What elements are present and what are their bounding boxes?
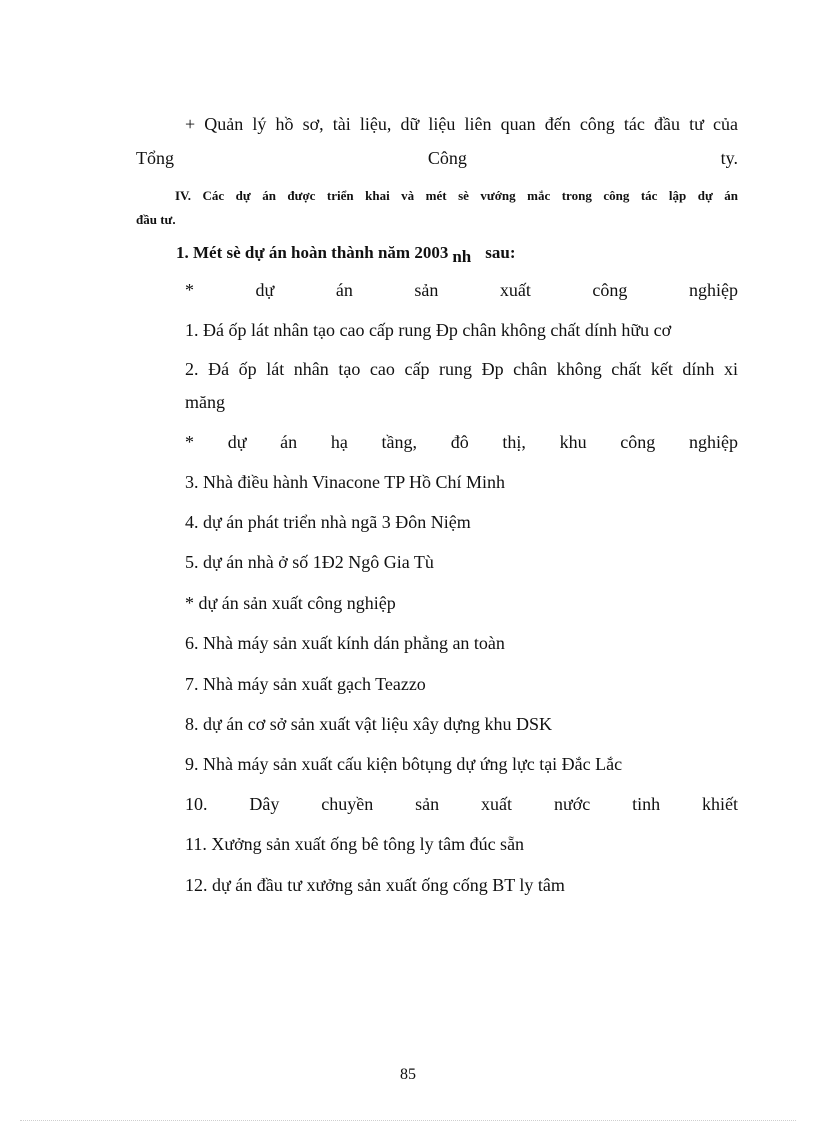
list-item-7: 7. Nhà máy sản xuất gạch Teazzo	[185, 674, 426, 694]
para1-line1: + Quản lý hồ sơ, tài liệu, dữ liệu liên quan đến công tác đầu tư của	[185, 114, 738, 134]
word: nước	[553, 794, 591, 814]
word: nghiệp	[688, 280, 738, 300]
word: Dây	[249, 794, 280, 814]
category-industrial-1	[185, 278, 738, 302]
word: *	[185, 432, 194, 452]
list-item-6: 6. Nhà máy sản xuất kính dán phẳng an toàn	[185, 633, 505, 653]
word: tầng,	[381, 432, 418, 452]
word: dự	[227, 432, 247, 452]
word: chuyền	[321, 794, 374, 814]
word: Công	[427, 148, 467, 168]
list-item-5: 5. dự án nhà ở số 1Đ2 Ngô Gia Tù	[185, 552, 434, 572]
word: xuất	[499, 280, 531, 300]
page-bottom-divider	[20, 1120, 796, 1121]
word: tinh	[632, 794, 661, 814]
category-infrastructure	[185, 430, 738, 454]
word: ty.	[720, 148, 738, 168]
section4-line1: IV. Các dự án được triển khai và mét sè vướng mắc trong công tác lập dự án	[175, 188, 738, 203]
word: khiết	[702, 794, 738, 814]
word: đô	[450, 432, 469, 452]
list-item-11: 11. Xưởng sản xuất ống bê tông ly tâm đúc sẵn	[185, 834, 525, 854]
word: án	[280, 432, 298, 452]
word: Tổng	[136, 148, 174, 168]
heading-1-tail: sau:	[485, 243, 516, 262]
para1-line2	[136, 146, 738, 170]
list-item-8: 8. dự án cơ sở sản xuất vật liệu xây dựng khu DSK	[185, 714, 552, 734]
section4-line2: đầu tư.	[136, 212, 176, 227]
list-item-4: 4. dự án phát triển nhà ngã 3 Đôn Niệm	[185, 512, 471, 532]
word: công	[592, 280, 628, 300]
heading-1-main: 1. Mét sè dự án hoàn thành năm 2003	[176, 243, 449, 262]
heading-1-sub: nh	[452, 247, 472, 266]
word: sản	[414, 280, 439, 300]
word: dự	[255, 280, 275, 300]
list-item-2-line2: măng	[185, 392, 225, 412]
list-item-10	[185, 792, 738, 816]
list-item-9: 9. Nhà máy sản xuất cấu kiện bôtụng dự ứng lực tại Đắc Lắc	[185, 754, 623, 774]
word: 10.	[185, 794, 208, 814]
category-industrial-2: * dự án sản xuất công nghiệp	[185, 593, 396, 613]
word: án	[335, 280, 353, 300]
page-number: 85	[400, 1066, 416, 1083]
word: sản	[415, 794, 440, 814]
list-item-1: 1. Đá ốp lát nhân tạo cao cấp rung Đp chân không chất dính hữu cơ	[185, 320, 672, 340]
word: *	[185, 280, 194, 300]
word: xuất	[481, 794, 513, 814]
word: nghiệp	[688, 432, 738, 452]
heading-1	[176, 241, 515, 265]
word: khu	[559, 432, 587, 452]
word: thị,	[502, 432, 526, 452]
list-item-2-line1: 2. Đá ốp lát nhân tạo cao cấp rung Đp chân không chất kết dính xi	[185, 359, 738, 379]
list-item-3: 3. Nhà điều hành Vinacone TP Hồ Chí Minh	[185, 472, 506, 492]
word: hạ	[330, 432, 348, 452]
word: công	[620, 432, 656, 452]
list-item-12: 12. dự án đầu tư xưởng sản xuất ống cống BT ly tâm	[185, 875, 565, 895]
